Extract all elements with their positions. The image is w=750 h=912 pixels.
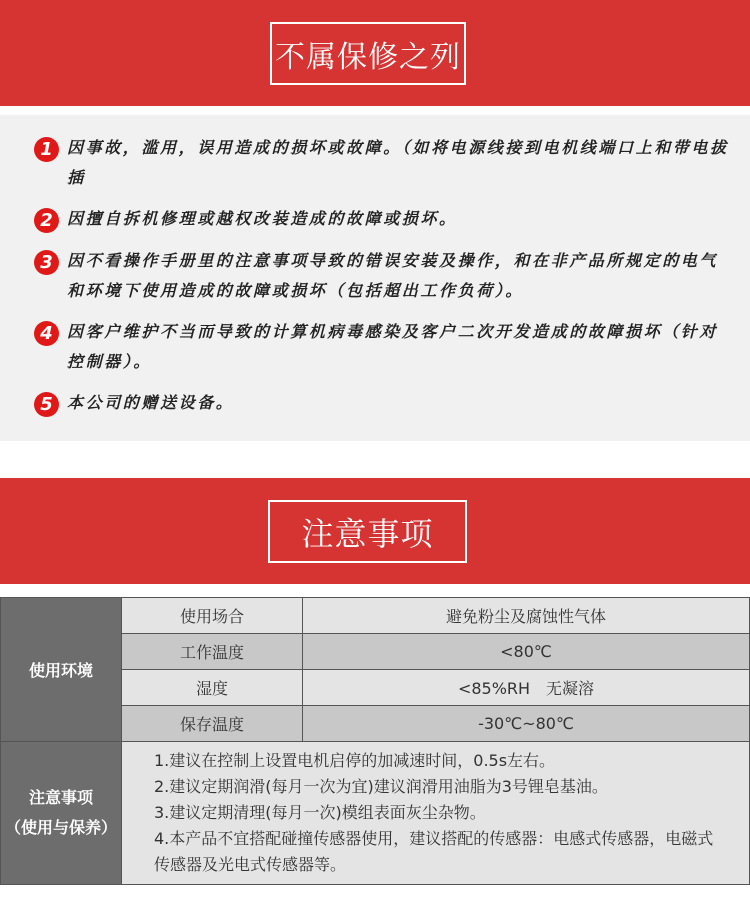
- section-title: 注意事项: [268, 500, 467, 563]
- list-item: 3 因不看操作手册里的注意事项导致的错误安装及操作，和在非产品所规定的电气和环境下使用造成的故障或损坏（包括超出工作负荷）。: [34, 246, 734, 306]
- notes-cell: 1.建议在控制上设置电机启停的加减速时间，0.5s左右。 2.建议定期润滑(每月一次为宜)建议润滑用油脂为3号锂皂基油。 3.建议定期清理(每月一次)模组表面灰尘杂物。 4.本产品不宜搭配碰撞传感器使用，建议搭配的传感器：电感式传感器，电磁式传感器及光电式传感器等。: [122, 742, 750, 885]
- list-item: 5 本公司的赠送设备。: [34, 388, 734, 418]
- table-row: [1, 742, 750, 885]
- table-row: 使用环境 使用场合 避免粉尘及腐蚀性气体: [1, 598, 750, 634]
- number-badge: 3: [34, 250, 59, 275]
- list-item: 4 因客户维护不当而导致的计算机病毒感染及客户二次开发造成的故障损坏（针对控制器）。: [34, 317, 734, 377]
- spec-table: [0, 597, 750, 885]
- table-row: 工作温度 <80℃: [1, 634, 750, 670]
- list-item: 2 因擅自拆机修理或越权改装造成的故障或损坏。: [34, 204, 734, 234]
- list-item: 1 因事故，滥用，误用造成的损坏或故障。（如将电源线接到电机线端口上和带电拔插: [34, 133, 734, 193]
- section-title: 不属保修之列: [270, 22, 466, 85]
- number-badge: 1: [34, 137, 59, 162]
- header-band-warranty: [0, 0, 750, 106]
- table-row: 湿度 <85%RH 无凝溶: [1, 670, 750, 706]
- header-band-notes: [0, 478, 750, 584]
- exclusion-list: [0, 115, 750, 441]
- notes-header: 注意事项 （使用与保养）: [1, 742, 122, 885]
- env-header: 使用环境: [1, 598, 122, 742]
- number-badge: 5: [34, 392, 59, 417]
- number-badge: 2: [34, 208, 59, 233]
- table-row: 保存温度 -30℃~80℃: [1, 706, 750, 742]
- number-badge: 4: [34, 321, 59, 346]
